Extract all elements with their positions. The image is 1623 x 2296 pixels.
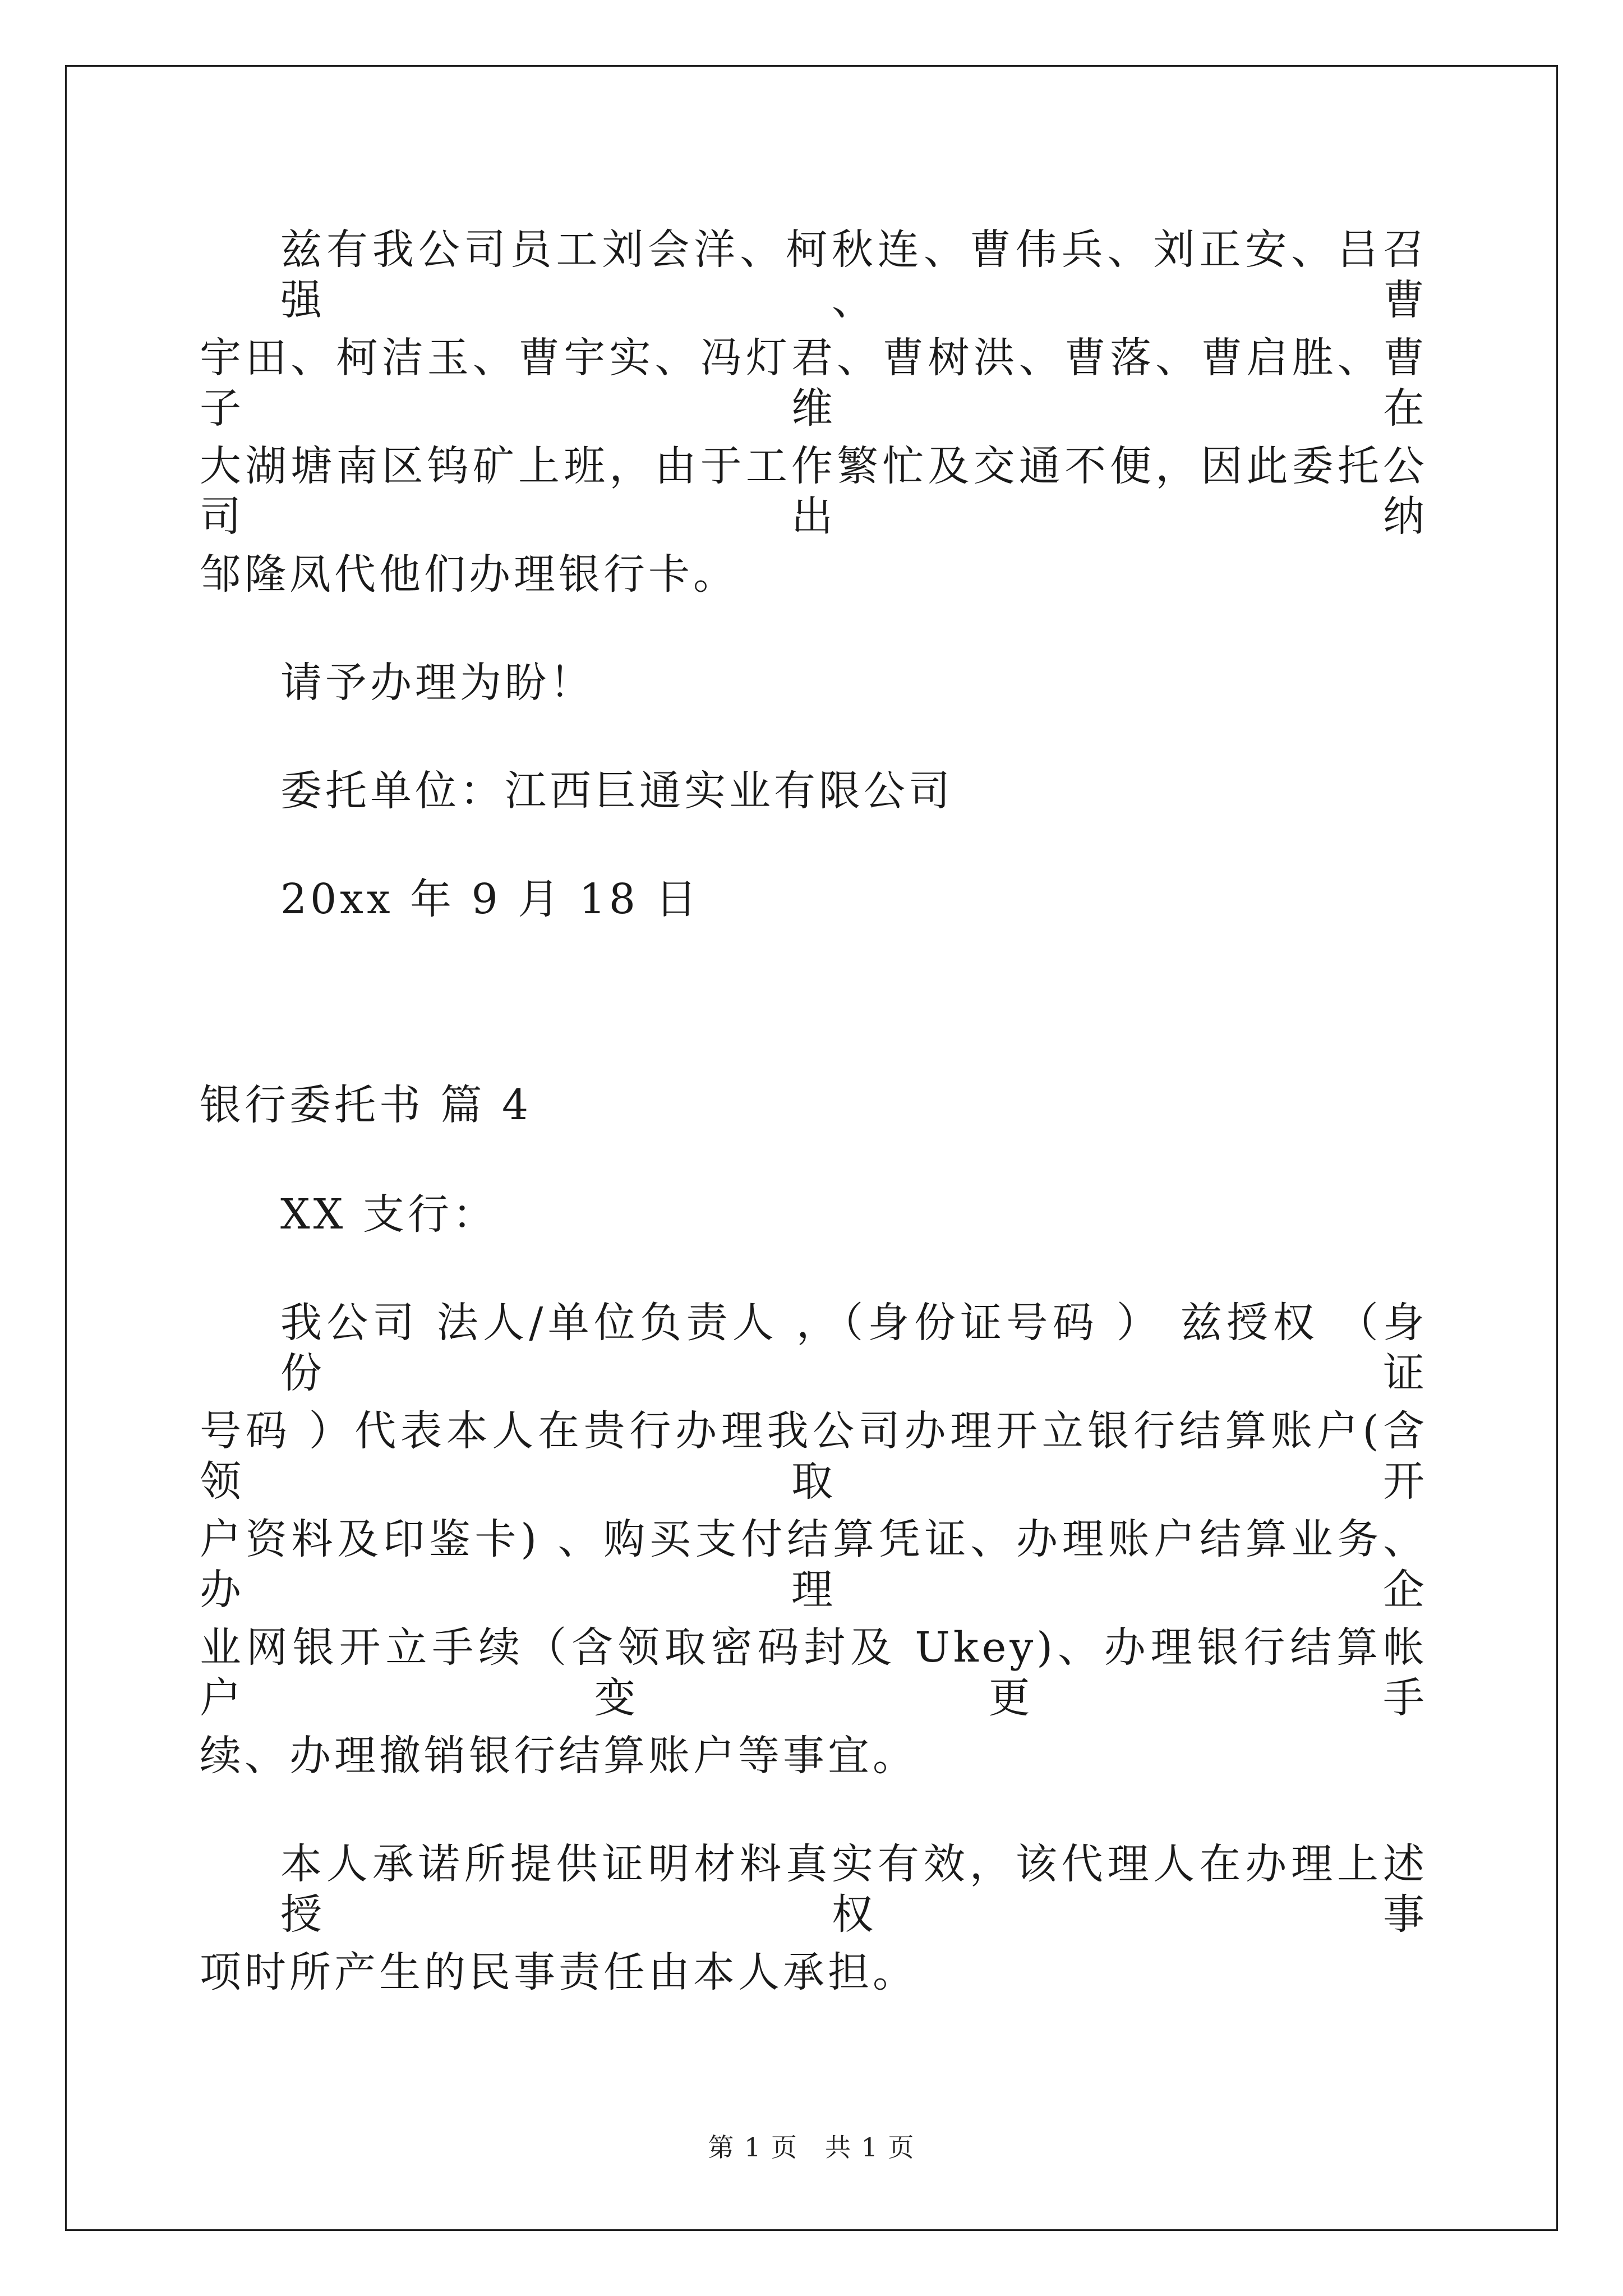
section-heading: 银行委托书 篇 4 — [200, 1081, 532, 1129]
body-text-line: 邹隆凤代他们办理银行卡。 — [200, 550, 738, 599]
body-text-line: 续、办理撤销银行结算账户等事宜。 — [200, 1732, 917, 1780]
body-text-line: 我公司 法人/单位负责人 ，（身份证号码 ） 兹授权 （身份证 — [280, 1299, 1428, 1397]
letter-date: 20xx 年 9 月 18 日 — [280, 875, 700, 923]
entrusting-unit: 委托单位：江西巨通实业有限公司 — [280, 767, 953, 815]
page-number-footer: 第 1 页 共 1 页 — [708, 2132, 915, 2162]
body-text-line: 兹有我公司员工刘会洋、柯秋连、曹伟兵、刘正安、吕召强、曹 — [280, 226, 1428, 324]
body-text-line: 本人承诺所提供证明材料真实有效，该代理人在办理上述授权事 — [280, 1840, 1428, 1939]
body-text-line: 号码 ）代表本人在贵行办理我公司办理开立银行结算账户(含领取开 — [200, 1407, 1428, 1506]
body-text-line: 户资料及印鉴卡) 、购买支付结算凭证、办理账户结算业务、办理企 — [200, 1515, 1428, 1614]
closing-line: 请予办理为盼！ — [280, 659, 594, 707]
body-text-line: 项时所产生的民事责任由本人承担。 — [200, 1948, 917, 1996]
body-text-line: 业网银开立手续（含领取密码封及 Ukey)、办理银行结算帐户变更手 — [200, 1623, 1428, 1722]
body-text-line: 宇田、柯洁玉、曹宇实、冯灯君、曹树洪、曹落、曹启胜、曹子维在 — [200, 334, 1428, 432]
addressee: XX 支行： — [280, 1190, 497, 1239]
body-text-line: 大湖塘南区钨矿上班，由于工作繁忙及交通不便，因此委托公司出纳 — [200, 442, 1428, 541]
